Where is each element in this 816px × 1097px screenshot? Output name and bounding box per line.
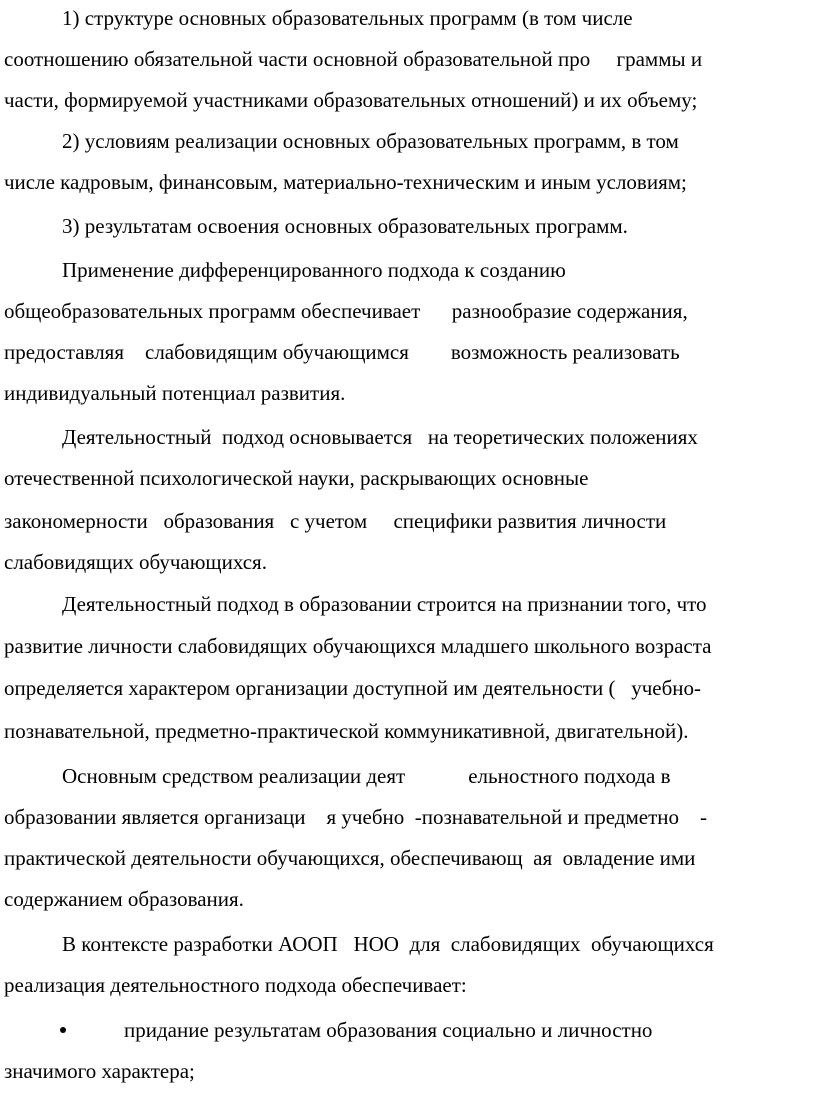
text-line-17: определяется характером организации доступной им деятельности ( учебно- [4,676,702,700]
text-line-4: 2) условиям реализации основных образовательных программ, в том [62,129,679,153]
text-line-14: слабовидящих обучающихся. [4,550,267,574]
text-line-11: Деятельностный подход основывается на теоретических положениях [62,425,698,449]
text-line-13: закономерности образования с учетом специфики развития личности [4,509,667,533]
text-line-9: предоставляя слабовидящим обучающимся возможность реализовать [4,340,680,364]
text-line-6: 3) результатам освоения основных образовательных программ. [62,214,628,238]
text-line-19: Основным средством реализации деят ельностного подхода в [62,764,671,788]
text-line-22: содержанием образования. [4,887,244,911]
text-line-3: части, формируемой участниками образовательных отношений) и их объему; [4,88,698,112]
text-line-15: Деятельностный подход в образовании строится на признании того, что [62,592,707,616]
text-line-2: соотношению обязательной части основной образовательной про граммы и [4,47,703,71]
text-line-8: общеобразовательных программ обеспечивает разнообразие содержания, [4,299,688,323]
text-line-18: познавательной, предметно-практической коммуникативной, двигательной). [4,719,689,743]
text-line-21: практической деятельности обучающихся, обеспечивающ ая овладение ими [4,846,696,870]
text-line-23: В контексте разработки АООП НОО для слабовидящих обучающихся [62,932,714,956]
text-line-20: образовании является организаци я учебно -познавательной и предметно - [4,805,707,829]
text-line-10: индивидуальный потенциал развития. [4,381,346,405]
text-line-12: отечественной психологической науки, раскрывающих основные [4,466,589,490]
bullet-dot-icon [60,1027,66,1033]
list-item-text: придание результатам образования социально и личностно [124,1018,653,1042]
text-line-7: Применение дифференцированного подхода к созданию [62,258,566,282]
text-line-24: реализация деятельностного подхода обеспечивает: [4,973,467,997]
text-line-26: значимого характера; [4,1059,195,1083]
text-line-16: развитие личности слабовидящих обучающихся младшего школьного возраста [4,634,712,658]
text-line-1: 1) структуре основных образовательных программ (в том числе [62,6,633,30]
text-line-5: числе кадровым, финансовым, материально-техническим и иным условиям; [4,170,687,194]
